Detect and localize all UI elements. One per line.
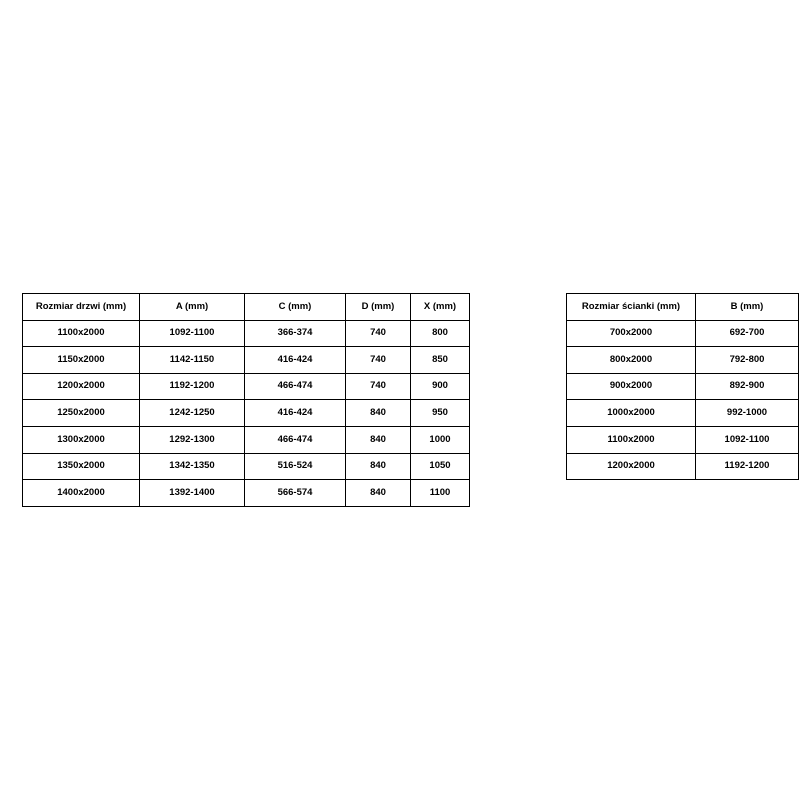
cell-a: 1292-1300 xyxy=(140,426,245,453)
walls-table-container xyxy=(566,293,799,480)
cell-x: 850 xyxy=(411,347,470,374)
cell-wall-size: 1200x2000 xyxy=(567,453,696,480)
table-row xyxy=(23,400,470,427)
cell-a: 1342-1350 xyxy=(140,453,245,480)
cell-b: 1192-1200 xyxy=(696,453,799,480)
column-header-a: A (mm) xyxy=(140,294,245,321)
cell-c: 516-524 xyxy=(245,453,346,480)
cell-d: 840 xyxy=(346,480,411,507)
column-header-d: D (mm) xyxy=(346,294,411,321)
cell-wall-size: 700x2000 xyxy=(567,320,696,347)
table-row xyxy=(23,347,470,374)
cell-door-size: 1300x2000 xyxy=(23,426,140,453)
cell-x: 900 xyxy=(411,373,470,400)
cell-door-size: 1100x2000 xyxy=(23,320,140,347)
table-row xyxy=(567,373,799,400)
cell-a: 1142-1150 xyxy=(140,347,245,374)
walls-dimensions-table xyxy=(566,293,799,480)
cell-wall-size: 900x2000 xyxy=(567,373,696,400)
cell-x: 1000 xyxy=(411,426,470,453)
cell-c: 566-574 xyxy=(245,480,346,507)
column-header-door-size: Rozmiar drzwi (mm) xyxy=(23,294,140,321)
table-row xyxy=(567,453,799,480)
cell-c: 416-424 xyxy=(245,347,346,374)
table-row xyxy=(567,320,799,347)
cell-d: 840 xyxy=(346,400,411,427)
column-header-wall-size: Rozmiar ścianki (mm) xyxy=(567,294,696,321)
cell-d: 740 xyxy=(346,347,411,374)
cell-c: 416-424 xyxy=(245,400,346,427)
table-row xyxy=(567,347,799,374)
cell-a: 1242-1250 xyxy=(140,400,245,427)
cell-x: 950 xyxy=(411,400,470,427)
column-header-x: X (mm) xyxy=(411,294,470,321)
cell-a: 1192-1200 xyxy=(140,373,245,400)
cell-door-size: 1200x2000 xyxy=(23,373,140,400)
cell-x: 1050 xyxy=(411,453,470,480)
cell-d: 740 xyxy=(346,320,411,347)
table-row xyxy=(23,373,470,400)
doors-dimensions-table xyxy=(22,293,470,507)
table-row xyxy=(567,400,799,427)
column-header-b: B (mm) xyxy=(696,294,799,321)
cell-wall-size: 1000x2000 xyxy=(567,400,696,427)
cell-b: 892-900 xyxy=(696,373,799,400)
cell-x: 800 xyxy=(411,320,470,347)
table-row xyxy=(23,480,470,507)
cell-a: 1392-1400 xyxy=(140,480,245,507)
cell-c: 466-474 xyxy=(245,373,346,400)
cell-x: 1100 xyxy=(411,480,470,507)
cell-d: 740 xyxy=(346,373,411,400)
cell-c: 466-474 xyxy=(245,426,346,453)
cell-wall-size: 1100x2000 xyxy=(567,426,696,453)
table-row xyxy=(567,426,799,453)
cell-a: 1092-1100 xyxy=(140,320,245,347)
cell-door-size: 1350x2000 xyxy=(23,453,140,480)
table-row xyxy=(23,453,470,480)
table-header-row xyxy=(23,294,470,321)
doors-table-container xyxy=(22,293,470,507)
cell-b: 692-700 xyxy=(696,320,799,347)
cell-b: 792-800 xyxy=(696,347,799,374)
cell-c: 366-374 xyxy=(245,320,346,347)
cell-b: 1092-1100 xyxy=(696,426,799,453)
cell-door-size: 1250x2000 xyxy=(23,400,140,427)
cell-d: 840 xyxy=(346,426,411,453)
cell-b: 992-1000 xyxy=(696,400,799,427)
cell-wall-size: 800x2000 xyxy=(567,347,696,374)
cell-door-size: 1400x2000 xyxy=(23,480,140,507)
table-row xyxy=(23,320,470,347)
column-header-c: C (mm) xyxy=(245,294,346,321)
cell-d: 840 xyxy=(346,453,411,480)
table-header-row xyxy=(567,294,799,321)
table-row xyxy=(23,426,470,453)
cell-door-size: 1150x2000 xyxy=(23,347,140,374)
